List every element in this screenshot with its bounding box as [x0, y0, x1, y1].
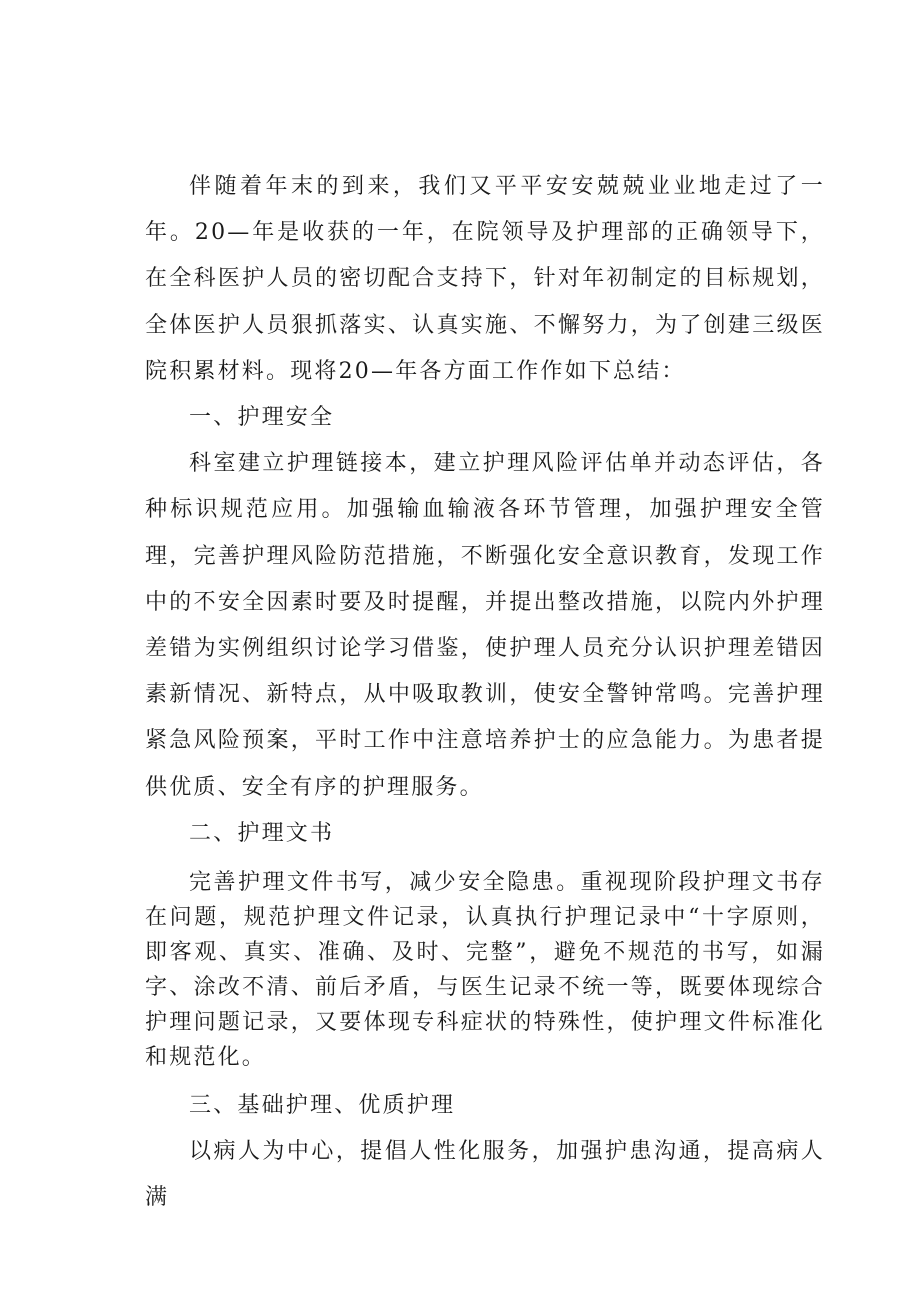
section-heading-safety: 一、护理安全 [189, 405, 335, 431]
section-heading-documents: 二、护理文书 [189, 820, 335, 846]
section-body-basic-care: 以病人为中心，提倡人性化服务，加强护患沟通，提高病人满 [145, 1139, 825, 1211]
section-body-documents: 完善护理文件书写，减少安全隐患。重视现阶段护理文书存在问题，规范护理文件记录，认真执行护理记录中“十字原则，即客观、真实、准确、及时、完整”，避免不规范的书写，如漏字、涂改不清、前后矛盾，与医生记录不统一等，既要体现综合护理问题记录，又要体现专科症状的特殊性，使护理文件标准化和规范化。 [145, 870, 825, 1071]
section-body-safety: 科室建立护理链接本，建立护理风险评估单并动态评估，各种标识规范应用。加强输血输液各环节管理，加强护理安全管理，完善护理风险防范措施，不断强化安全意识教育，发现工作中的不安全因素时要及时提醒，并提出整改措施，以院内外护理差错为实例组织讨论学习借鉴，使护理人员充分认识护理差错因素新情况、新特点，从中吸取教训，使安全警钟常鸣。完善护理紧急风险预案，平时工作中注意培养护士的应急能力。为患者提供优质、安全有序的护理服务。 [145, 451, 825, 800]
document-body [145, 164, 825, 1222]
section-heading-basic-care: 三、基础护理、优质护理 [189, 1093, 456, 1119]
intro-paragraph: 伴随着年末的到来，我们又平平安安兢兢业业地走过了一年。20—年是收获的一年，在院领导及护理部的正确领导下，在全科医护人员的密切配合支持下，针对年初制定的目标规划，全体医护人员狠抓落实、认真实施、不懈努力，为了创建三级医院积累材料。现将20—年各方面工作作如下总结： [145, 174, 825, 384]
